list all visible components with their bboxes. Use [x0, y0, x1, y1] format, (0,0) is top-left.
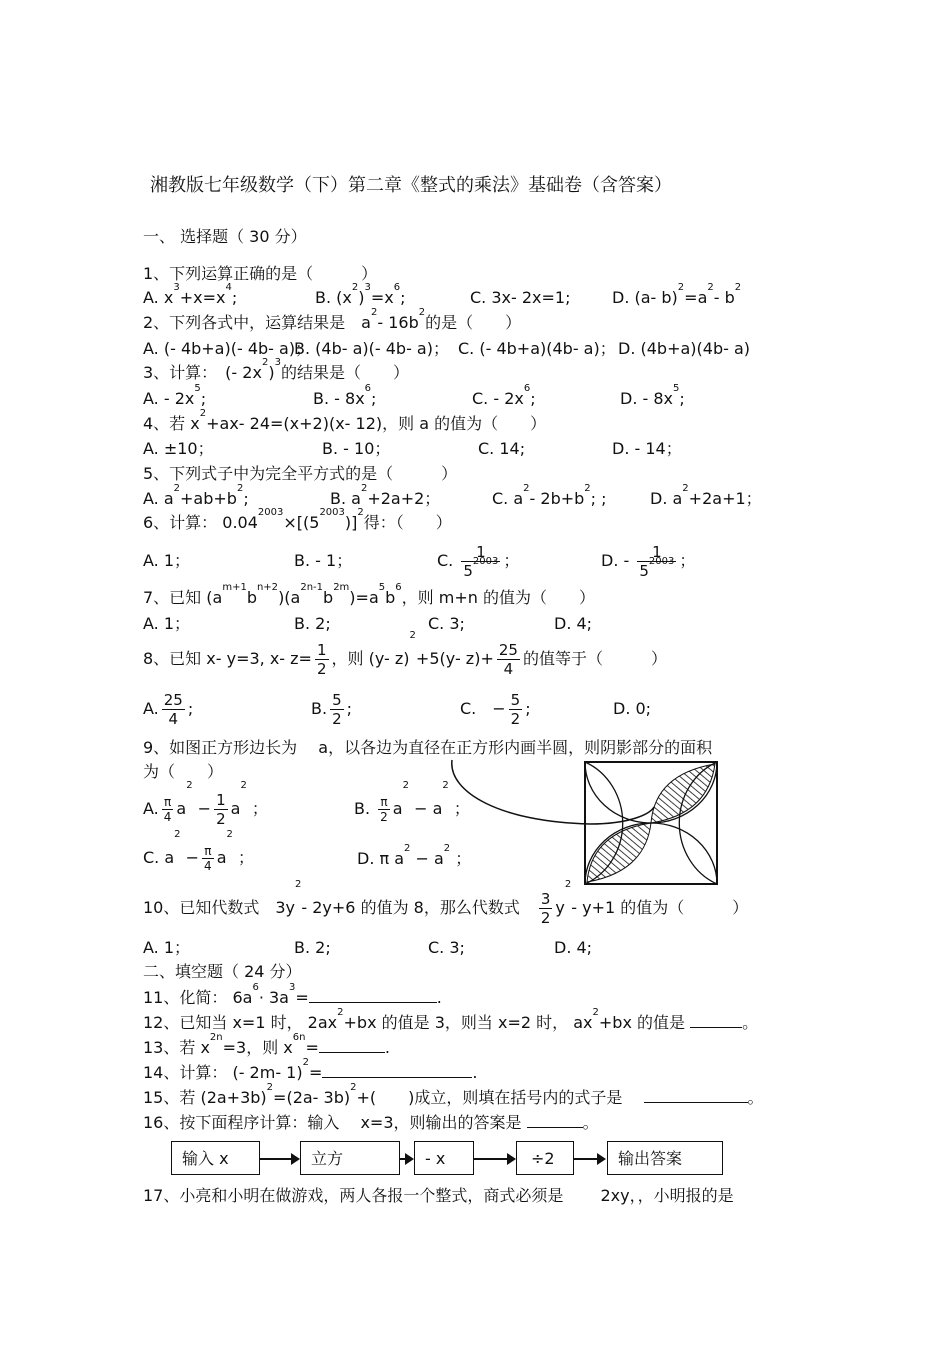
- question-2-option-d: D. (4b+a)(4b- a): [618, 339, 751, 358]
- flow-arrow: [474, 1158, 514, 1160]
- fraction: $\frac{\pi}{4}$: [204, 844, 212, 873]
- question-4-option-a: A. ±10；: [143, 439, 214, 458]
- square-semicircles-figure: [440, 752, 730, 890]
- question-5-stem: 5、下列式子中为完全平方式的是（ ）: [143, 464, 458, 483]
- question-6-option-c: C. $\frac{1}{5^{2003}}$ ；: [437, 543, 520, 580]
- fraction: $\frac{1}{5^{2003}}$: [639, 543, 675, 580]
- question-8-stem: 8、已知 x- y=3, x- z= $\frac{1}{2}$ ，则 (y- z)$^2$+5(y- z)+ $\frac{25}{4}$ 的值等于（ ）: [143, 630, 667, 678]
- question-16: 16、按下面程序计算：输入 x=3，则输出的答案是 。: [143, 1113, 599, 1132]
- question-11: 11、化简： $6a^6\cdot 3a^3=$ .: [143, 982, 442, 1007]
- question-3-option-d: D. - $8x^5$;: [620, 383, 685, 408]
- question-1-option-b: B. $(x^2)^3=x^6$;: [315, 282, 406, 307]
- fraction: $\frac{1}{5^{2003}}$: [463, 543, 499, 580]
- question-5-option-a: A. $a^2+ab+b^2$;: [143, 483, 249, 508]
- flow-arrow: [574, 1158, 604, 1160]
- question-17: 17、小亮和小明在做游戏，两人各报一个整式，商式必须是 2xy，，小明报的是: [143, 1186, 734, 1205]
- question-4-option-b: B. - 10；: [322, 439, 391, 458]
- fraction: $\frac{\pi}{2}$: [380, 795, 388, 824]
- question-12: 12、已知当 x=1 时， $2ax^2+bx$ 的值是 3，则当 x=2 时， $ax^2+bx$ 的值是 。: [143, 1007, 759, 1032]
- answer-blank[interactable]: [644, 1088, 748, 1103]
- question-1-option-a: A. $x^3+x=x^4$;: [143, 282, 238, 307]
- question-3-option-c: C. - $2x^6$;: [472, 383, 536, 408]
- fraction: $\frac{5}{2}$: [510, 691, 521, 728]
- question-5-option-c: C. $a^2-$ $2b+b^2$; ;: [492, 483, 607, 508]
- question-14: 14、计算： (- 2m- 1)$^2$= .: [143, 1057, 478, 1082]
- fraction: $\frac{3}{2}$: [540, 890, 551, 927]
- answer-blank[interactable]: [322, 1063, 472, 1078]
- question-15: 15、若 $(2a+3b)^2=(2a-$ 3b)$^2$+( )成立，则填在括号内的式子是 。: [143, 1082, 764, 1107]
- question-7-stem: 7、已知 $(a^{m+1}b^{n+2})(a^{2n-1}b^{2m})=a^5b^6$，则 m+n 的值为（ ）: [143, 582, 595, 607]
- question-3-stem: 3、计算： (- $2x^2)^3$的结果是（ ）: [143, 357, 409, 382]
- flow-step-subtract: - x: [414, 1141, 474, 1175]
- flow-arrow: [400, 1158, 412, 1160]
- question-10-stem: 10、已知代数式 $3y^2-$ 2y+6 的值为 8，那么代数式 $\frac{3}{2}$ $y^2-$ y+1 的值为（ ）: [143, 879, 749, 927]
- flow-arrow: [260, 1158, 298, 1160]
- question-9-option-d: D. π $a^2 - a^2$ ；: [357, 843, 472, 868]
- question-2-option-b: B. (4b- a)(- 4b- a)；: [294, 339, 449, 358]
- question-9-option-c: C. $a^2$ − $\frac{\pi}{4}$ $a^2$ ；: [143, 829, 254, 873]
- answer-blank[interactable]: [319, 1038, 385, 1053]
- answer-blank[interactable]: [527, 1113, 583, 1128]
- question-6-option-b: B. - 1；: [294, 551, 353, 570]
- question-9-stem-line-2: 为（ ）: [143, 762, 224, 781]
- question-10-option-b: B. 2;: [294, 938, 331, 957]
- question-4-option-c: C. 14;: [478, 439, 526, 458]
- flow-step-output: 输出答案: [607, 1141, 723, 1175]
- question-10-option-a: A. 1；: [143, 938, 191, 957]
- fraction: $\frac{25}{4}$: [163, 691, 183, 728]
- fraction: $\frac{1}{2}$: [216, 791, 226, 828]
- flow-step-cube: 立方: [300, 1141, 400, 1175]
- page-title: 湘教版七年级数学（下）第二章《整式的乘法》基础卷（含答案）: [150, 175, 672, 196]
- fraction: $\frac{\pi}{4}$: [163, 795, 172, 824]
- question-7-option-d: D. 4;: [554, 614, 593, 633]
- question-7-option-c: C. 3;: [428, 614, 465, 633]
- question-5-option-d: D. $a^2+2a+1$；: [650, 483, 762, 508]
- question-2-option-a: A. (- 4b+a)(- 4b- a)；: [143, 339, 312, 358]
- question-2-stem: 2、下列各式中，运算结果是 $a^2-$ $16b^2$的是（ ）: [143, 307, 522, 332]
- question-9-option-b: B. $\frac{\pi}{2}$ $a^2 - a^2$ ；: [354, 780, 470, 824]
- fraction: $\frac{5}{2}$: [332, 691, 342, 728]
- question-9-stem-line-1: 9、如图正方形边长为 a，以各边为直径在正方形内画半圆，则阴影部分的面积: [143, 738, 713, 757]
- question-1-option-c: C. 3x- 2x=1;: [470, 288, 571, 307]
- flow-step-input: 输入 x: [171, 1141, 260, 1175]
- question-6-option-a: A. 1；: [143, 551, 191, 570]
- question-13: 13、若 $x^{2n}=3$，则 $x^{6n}=$ .: [143, 1032, 390, 1057]
- question-10-option-d: D. 4;: [554, 938, 593, 957]
- question-7-option-b: B. 2;: [294, 614, 331, 633]
- fraction: $\frac{1}{2}$: [316, 641, 327, 678]
- question-10-option-c: C. 3;: [428, 938, 465, 957]
- question-8-option-a: A. $\frac{25}{4}$ ;: [143, 691, 194, 728]
- question-4-option-d: D. - 14；: [612, 439, 682, 458]
- question-3-option-a: A. - $2x^5$;: [143, 383, 207, 408]
- answer-blank[interactable]: [690, 1013, 742, 1028]
- question-8-option-d: D. 0;: [613, 699, 652, 718]
- fraction: $\frac{25}{4}$: [498, 641, 518, 678]
- question-6-option-d: D. - $\frac{1}{5^{2003}}$ ；: [601, 543, 696, 580]
- answer-blank[interactable]: [309, 988, 437, 1003]
- question-5-option-b: B. $a^2+2a+2$；: [330, 483, 441, 508]
- question-3-option-b: B. - $8x^6$;: [313, 383, 377, 408]
- question-1-option-d: D. (a- $b)^2=a^2-$ $b^2$: [612, 282, 742, 307]
- question-8-option-b: B. $\frac{5}{2}$ ;: [311, 691, 352, 728]
- question-1-stem: 1、下列运算正确的是（ ）: [143, 264, 378, 283]
- question-4-stem: 4、若 $x^2+ax-$ 24=(x+2)(x- 12)，则 a 的值为（ ）: [143, 408, 547, 433]
- section-heading-choice: 一、 选择题（ 30 分）: [143, 227, 307, 246]
- question-8-option-c: C. − $\frac{5}{2}$ ;: [460, 691, 531, 728]
- question-7-option-a: A. 1；: [143, 614, 191, 633]
- flow-step-divide: ÷2: [516, 1141, 574, 1175]
- question-6-stem: 6、计算： $0.04^{2003}\times[(5^{2003})]^2$得：（ ）: [143, 507, 452, 532]
- question-9-option-a: A. $\frac{\pi}{4}$ $a^2$ − $\frac{1}{2}$ $a^2$ ；: [143, 780, 268, 828]
- section-heading-fill: 二、填空题（ 24 分）: [143, 962, 302, 981]
- question-2-option-c: C. (- 4b+a)(4b- a)；: [458, 339, 616, 358]
